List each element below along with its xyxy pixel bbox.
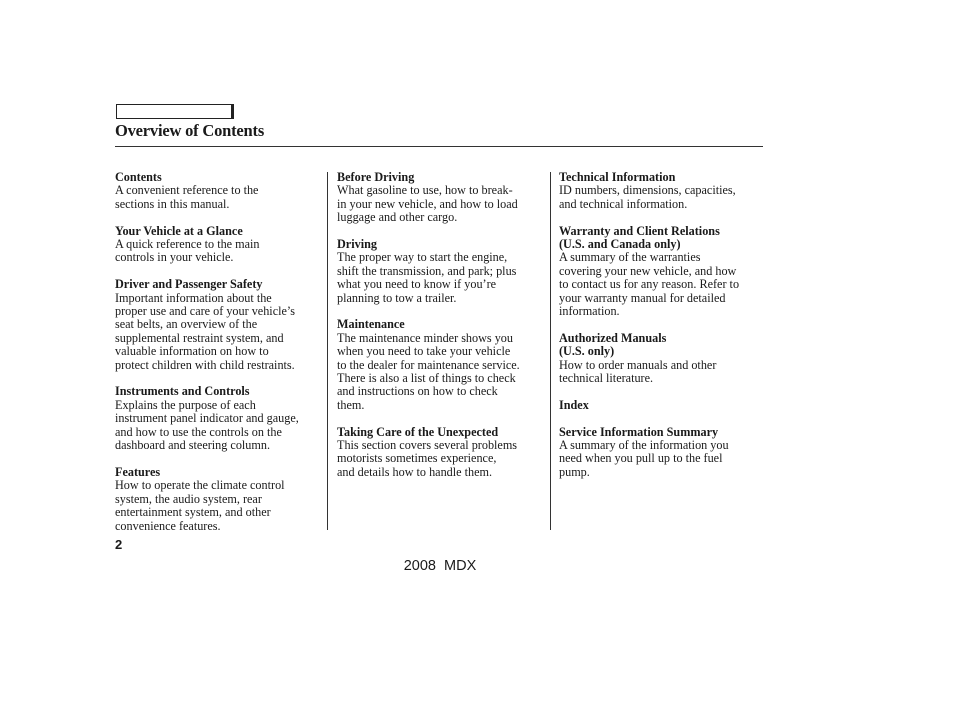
toc-description: A summary of the information you need when you pull up to the fuel pump. bbox=[559, 438, 729, 479]
toc-heading[interactable]: Contents bbox=[115, 170, 162, 184]
toc-heading[interactable]: Your Vehicle at a Glance bbox=[115, 223, 243, 238]
toc-entry-features[interactable] bbox=[115, 466, 325, 533]
toc-heading[interactable]: Maintenance bbox=[337, 317, 405, 332]
toc-entry-authorized-manuals[interactable] bbox=[559, 332, 765, 386]
toc-entry-maintenance[interactable] bbox=[337, 318, 549, 412]
toc-description: Explains the purpose of each instrument panel indicator and gauge, and how to use the controls on the dashboard and steering column. bbox=[115, 397, 299, 453]
toc-heading[interactable]: Instruments and Controls bbox=[115, 384, 250, 399]
toc-description: The maintenance minder shows you when you need to take your vehicle to the dealer for maintenance service. There is also a list of things to check and instructions on how to check them. bbox=[337, 330, 520, 412]
toc-entry-instruments-controls[interactable] bbox=[115, 385, 325, 452]
page-number: 2 bbox=[115, 537, 123, 552]
toc-heading[interactable]: Before Driving bbox=[337, 170, 415, 184]
toc-heading[interactable]: Technical Information bbox=[559, 170, 676, 184]
toc-entry-before-driving[interactable] bbox=[337, 171, 549, 225]
contents-column-3 bbox=[559, 171, 765, 493]
column-divider-2 bbox=[550, 172, 551, 530]
toc-description: What gasoline to use, how to break- in your new vehicle, and how to load luggage and other cargo. bbox=[337, 183, 518, 225]
toc-description: This section covers several problems motorists sometimes experience, and details how to handle them. bbox=[337, 438, 518, 479]
toc-entry-driver-passenger-safety[interactable] bbox=[115, 278, 325, 372]
page-title: Overview of Contents bbox=[115, 121, 265, 140]
toc-entry-vehicle-at-a-glance[interactable] bbox=[115, 225, 325, 265]
footer-model-label: 2008 MDX bbox=[403, 558, 477, 574]
section-nav-box[interactable] bbox=[116, 104, 234, 119]
toc-heading[interactable]: Driving bbox=[337, 237, 377, 252]
toc-entry-contents[interactable] bbox=[115, 171, 325, 211]
title-divider bbox=[115, 146, 763, 147]
toc-description: ID numbers, dimensions, capacities, and technical information. bbox=[559, 183, 736, 211]
toc-description: A convenient reference to the sections in this manual. bbox=[115, 183, 259, 211]
toc-heading[interactable]: Warranty and Client Relations (U.S. and Canada only) bbox=[559, 223, 720, 252]
toc-heading[interactable]: Authorized Manuals (U.S. only) bbox=[559, 330, 667, 359]
contents-column-2 bbox=[337, 171, 549, 493]
toc-description: How to operate the climate control system, the audio system, rear entertainment system, and other convenience features. bbox=[115, 478, 285, 533]
toc-heading[interactable]: Index bbox=[559, 397, 589, 412]
toc-heading[interactable]: Driver and Passenger Safety bbox=[115, 277, 263, 292]
contents-column-1 bbox=[115, 171, 325, 546]
column-divider-1 bbox=[327, 172, 328, 530]
toc-heading[interactable]: Service Information Summary bbox=[559, 424, 719, 439]
toc-entry-index[interactable] bbox=[559, 399, 765, 412]
toc-description: How to order manuals and other technical literature. bbox=[559, 357, 717, 386]
toc-description: A summary of the warranties covering your new vehicle, and how to contact us for any reason. Refer to your warranty manual for detailed information. bbox=[559, 250, 740, 319]
toc-heading[interactable]: Features bbox=[115, 464, 161, 479]
toc-entry-taking-care-of-the-unexpected[interactable] bbox=[337, 426, 549, 480]
toc-description: The proper way to start the engine, shift the transmission, and park; plus what you need to know if you’re planning to tow a trailer. bbox=[337, 250, 517, 305]
toc-entry-service-information-summary[interactable] bbox=[559, 426, 765, 480]
toc-entry-driving[interactable] bbox=[337, 238, 549, 305]
toc-description: A quick reference to the main controls in your vehicle. bbox=[115, 237, 260, 265]
toc-entry-warranty-client-relations[interactable] bbox=[559, 225, 765, 319]
toc-entry-technical-information[interactable] bbox=[559, 171, 765, 211]
toc-heading[interactable]: Taking Care of the Unexpected bbox=[337, 424, 499, 439]
toc-description: Important information about the proper use and care of your vehicle’s seat belts, an overview of the supplemental restraint system, and valuable information on how to protect children with child restraints. bbox=[115, 290, 296, 372]
